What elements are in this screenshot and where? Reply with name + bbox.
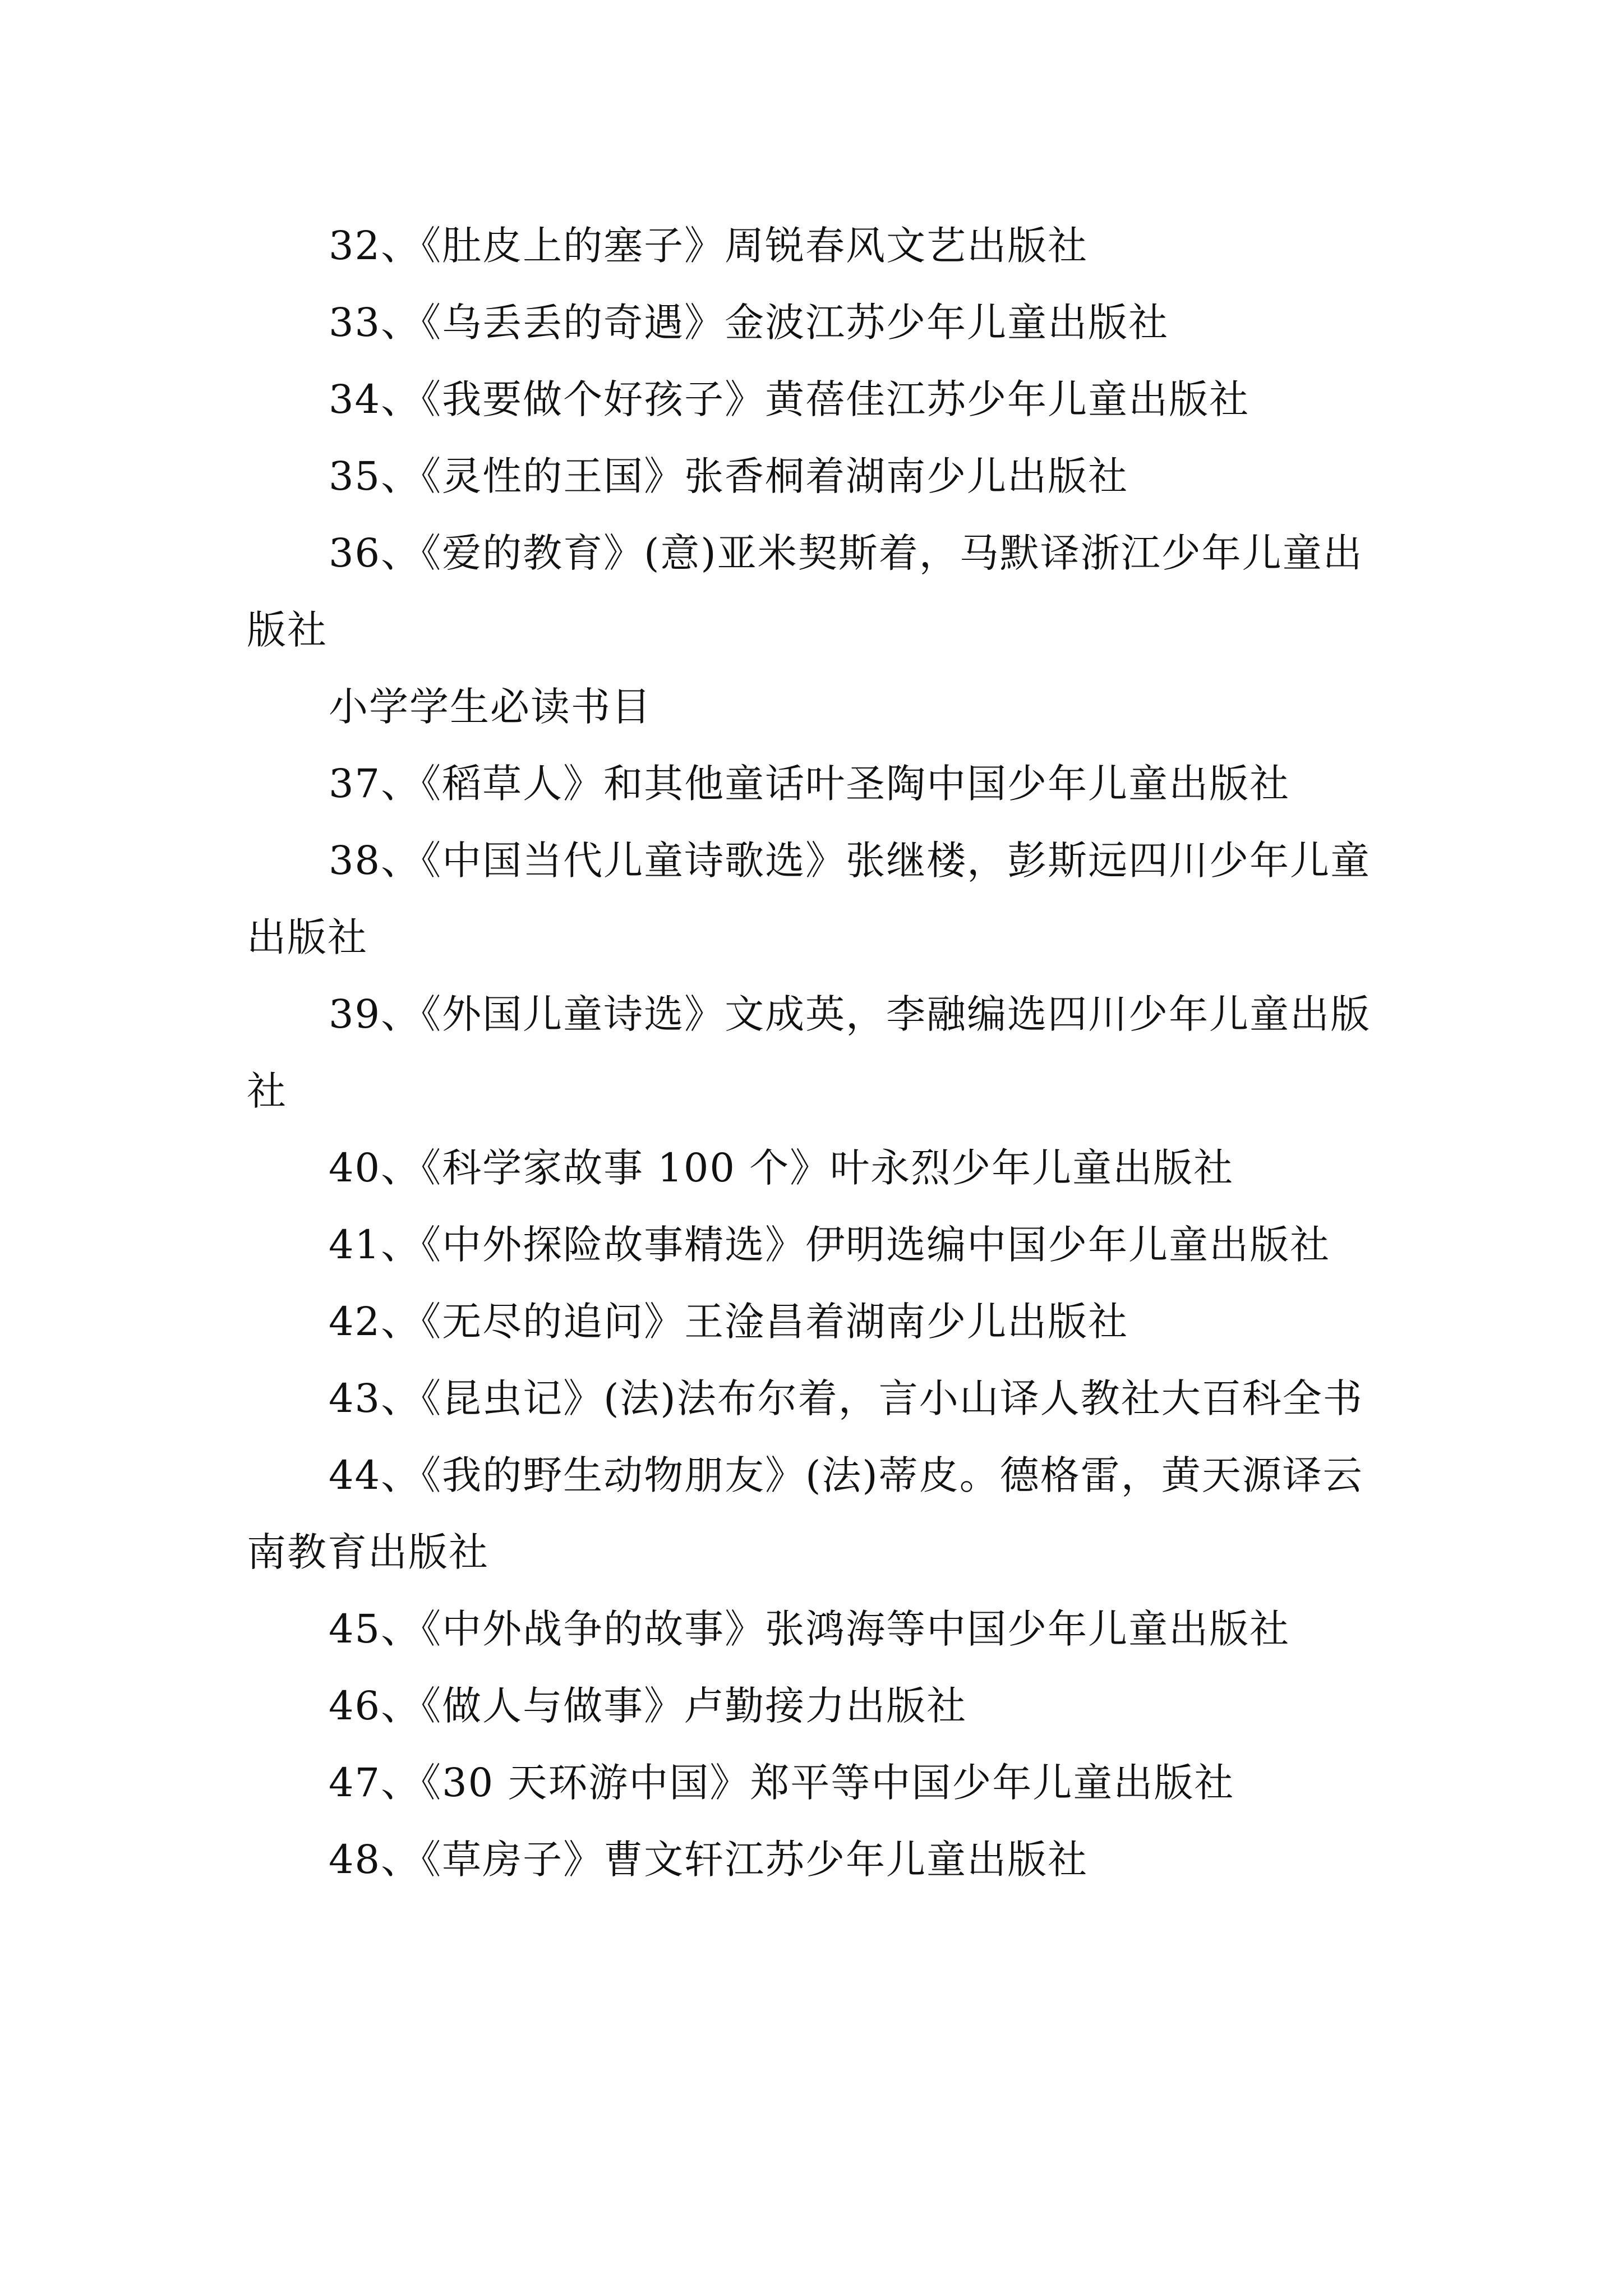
list-item: 36、《爱的教育》(意)亚米契斯着，马默译浙江少年儿童出版社 (247, 530, 1363, 653)
list-item: 37、《稻草人》和其他童话叶圣陶中国少年儿童出版社 (329, 761, 1290, 807)
list-item: 48、《草房子》曹文轩江苏少年儿童出版社 (329, 1837, 1089, 1883)
list-item: 35、《灵性的王国》张香桐着湖南少儿出版社 (329, 453, 1129, 499)
list-item: 39、《外国儿童诗选》文成英，李融编选四川少年儿童出版社 (247, 991, 1371, 1114)
list-item: 40、《科学家故事 100 个》叶永烈少年儿童出版社 (329, 1145, 1234, 1191)
list-item: 32、《肚皮上的塞子》周锐春风文艺出版社 (329, 223, 1089, 269)
document-body (247, 208, 1380, 1898)
list-item: 33、《乌丢丢的奇遇》金波江苏少年儿童出版社 (329, 300, 1169, 346)
list-item: 44、《我的野生动物朋友》(法)蒂皮。德格雷，黄天源译云南教育出版社 (247, 1452, 1363, 1575)
section-heading: 小学学生必读书目 (329, 684, 652, 730)
list-item: 38、《中国当代儿童诗歌选》张继楼，彭斯远四川少年儿童出版社 (247, 838, 1371, 960)
list-item: 41、《中外探险故事精选》伊明选编中国少年儿童出版社 (329, 1222, 1331, 1268)
list-item: 47、《30 天环游中国》郑平等中国少年儿童出版社 (329, 1760, 1235, 1806)
list-item: 42、《无尽的追问》王淦昌着湖南少儿出版社 (329, 1299, 1129, 1345)
list-item: 34、《我要做个好孩子》黄蓓佳江苏少年儿童出版社 (329, 376, 1250, 422)
list-item: 46、《做人与做事》卢勤接力出版社 (329, 1683, 967, 1729)
list-item: 45、《中外战争的故事》张鸿海等中国少年儿童出版社 (329, 1606, 1290, 1652)
list-item: 43、《昆虫记》(法)法布尔着，言小山译人教社大百科全书 (329, 1375, 1363, 1421)
